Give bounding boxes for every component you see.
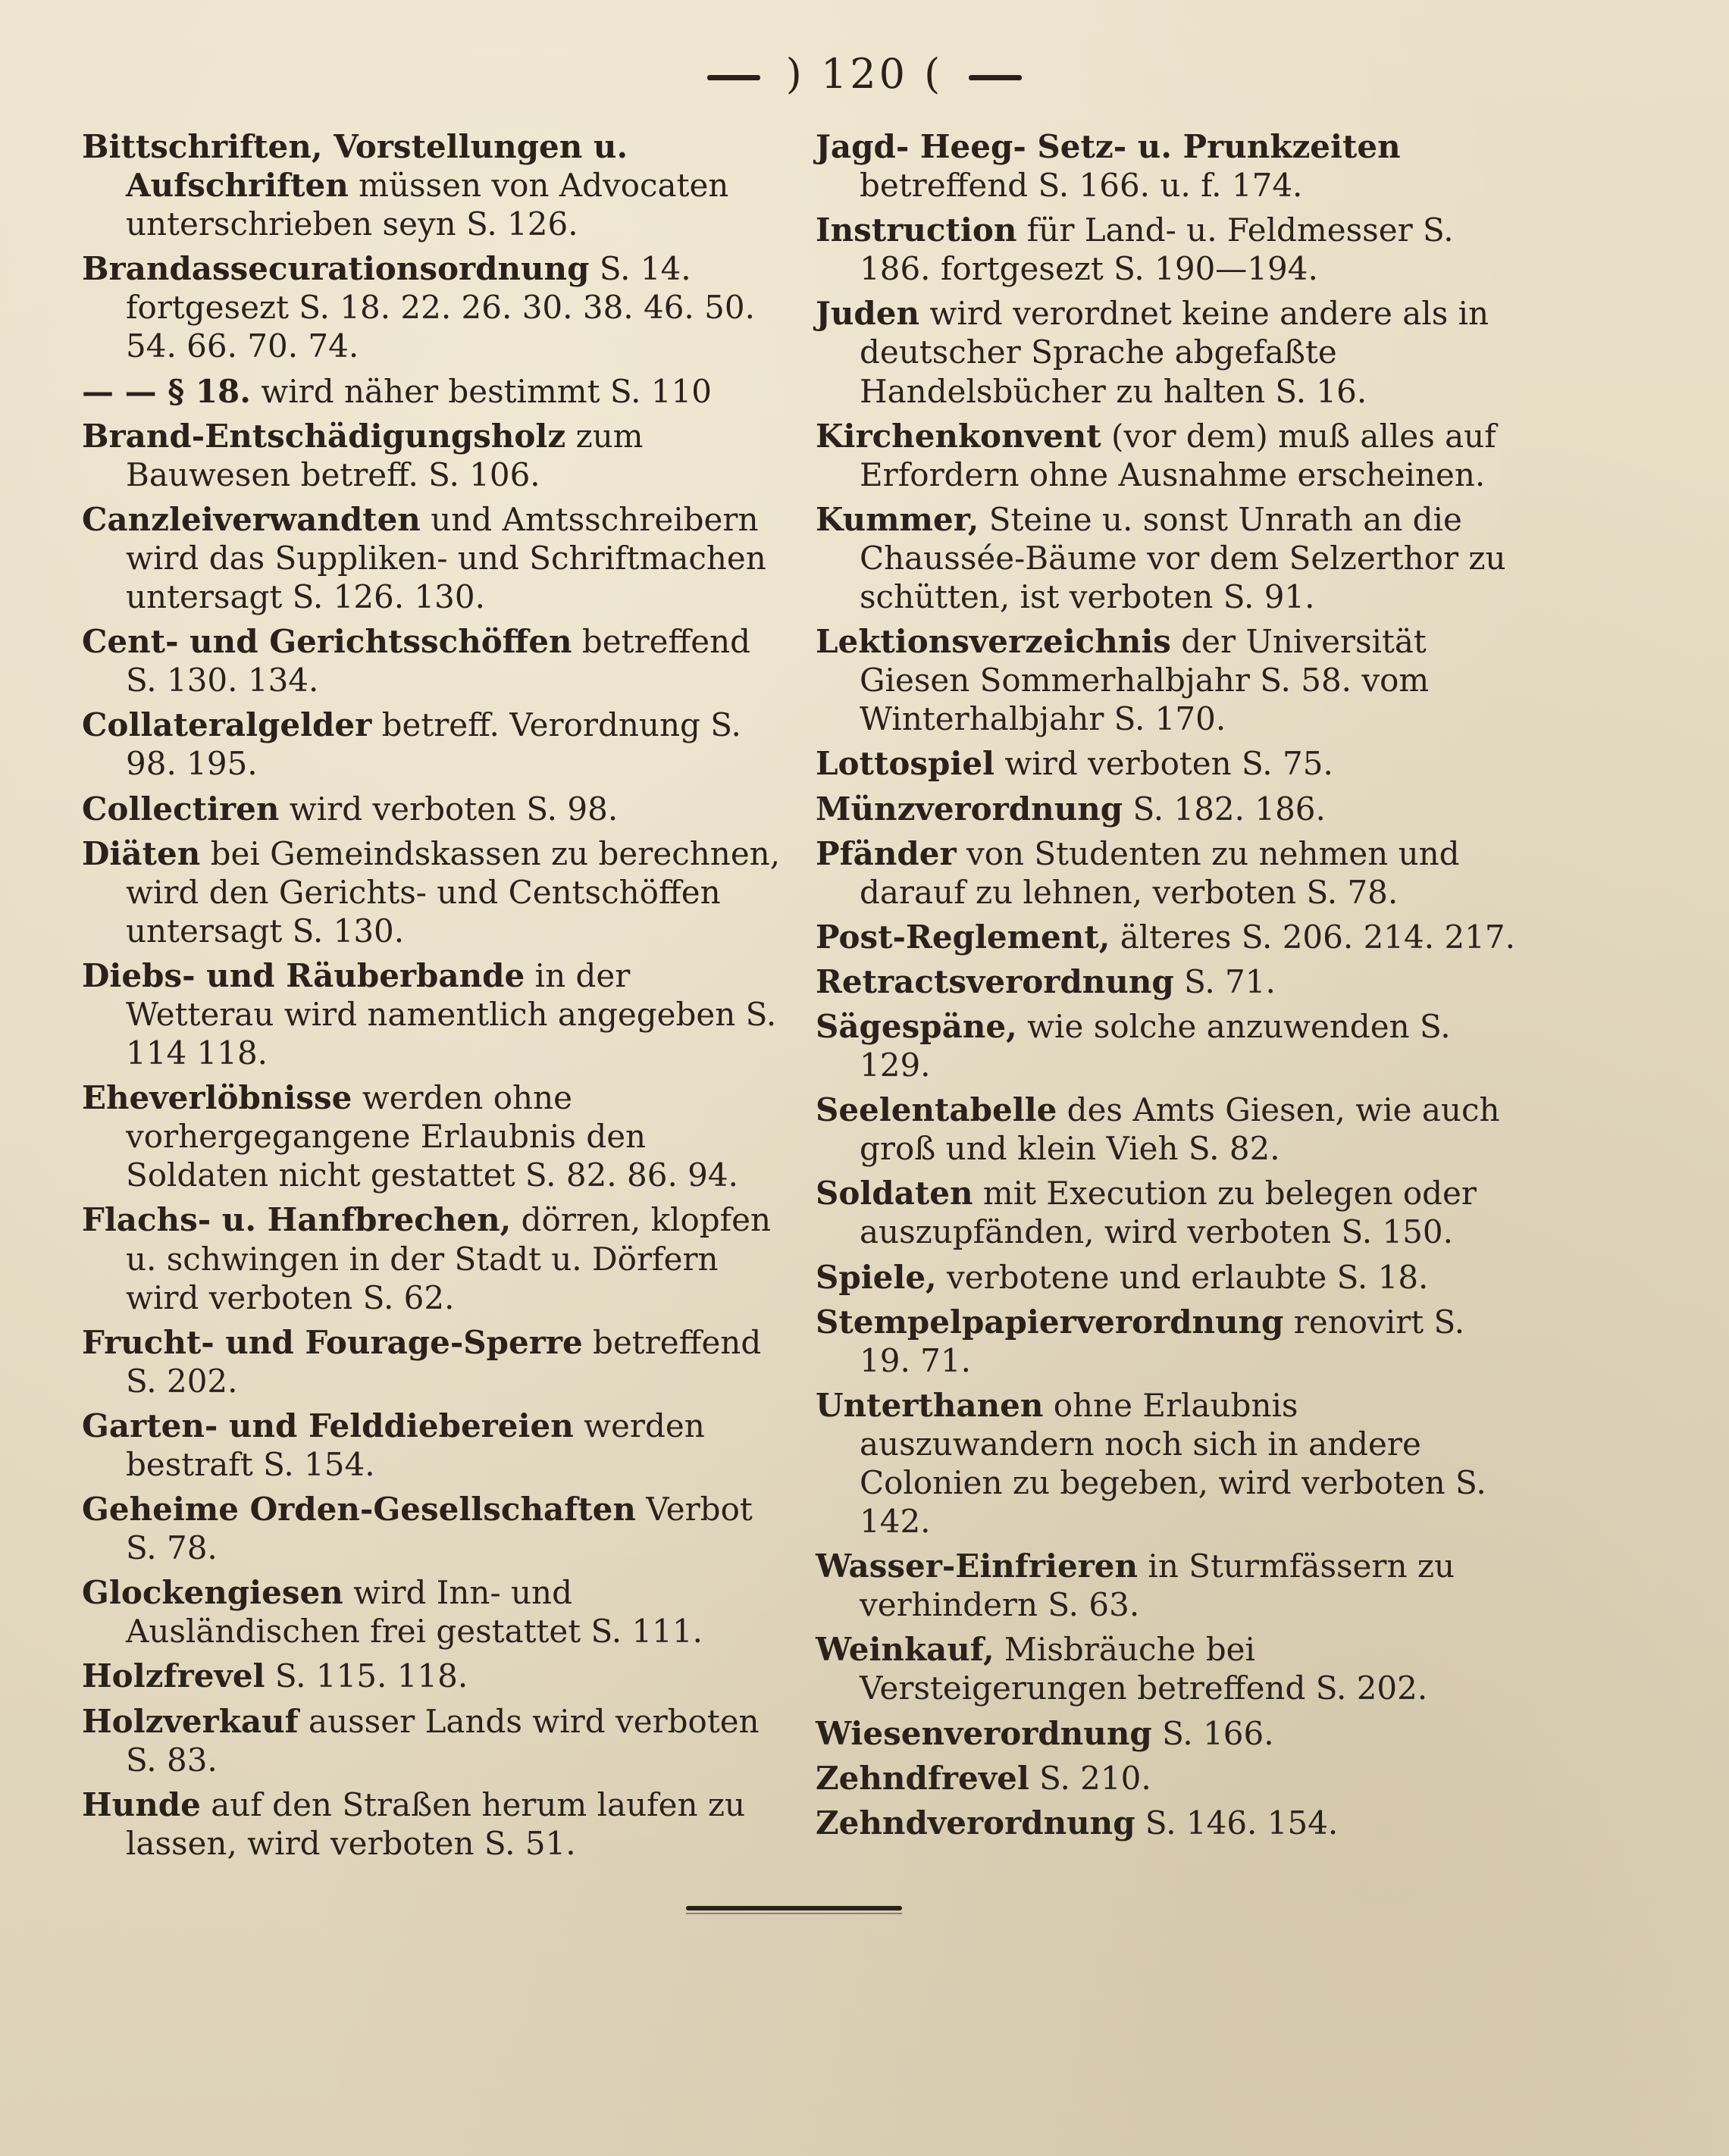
entry-lemma: Eheverlöbnisse (82, 1079, 352, 1117)
entry-text: älteres S. 206. 214. 217. (1110, 918, 1515, 956)
index-entry (82, 956, 787, 1072)
entry-lemma: Juden (816, 295, 920, 333)
index-entry (82, 790, 787, 828)
entry-text: dörren, klopfen u. schwingen in der Stadt u. Dörfern wird verboten S. 62. (126, 1201, 772, 1316)
index-entry (816, 834, 1521, 912)
right-column (816, 127, 1521, 1842)
index-entry (82, 1573, 787, 1651)
entry-text: betreffend S. 166. u. f. 174. (860, 167, 1303, 205)
entry-text: wird verboten S. 98. (279, 790, 619, 828)
entry-text: müssen von Advocaten unterschrieben seyn S. 126. (126, 167, 729, 243)
entry-lemma: Münzverordnung (816, 790, 1123, 828)
index-entry (816, 211, 1521, 288)
entry-lemma: Sägespäne, (816, 1007, 1017, 1045)
index-entry (816, 1303, 1521, 1380)
index-entry (82, 834, 787, 950)
entry-lemma: Cent- und Gerichtsschöffen (82, 623, 572, 661)
entry-lemma: — — § 18. (82, 372, 251, 410)
entry-text: und Amtsschreibern wird das Suppliken- und Schriftmachen untersagt S. 126. 130. (126, 500, 766, 616)
entry-lemma: Soldaten (816, 1175, 973, 1213)
index-entry (82, 1200, 787, 1316)
closing-rule (686, 1906, 902, 1910)
index-entry (816, 1258, 1521, 1297)
index-entry (816, 1804, 1521, 1842)
closing-rule-shadow (686, 1913, 902, 1914)
entry-lemma: Wiesenverordnung (816, 1714, 1152, 1752)
entry-text: S. 182. 186. (1123, 790, 1326, 828)
entry-text: betreffend S. 202. (126, 1323, 762, 1400)
entry-text: Verbot S. 78. (126, 1491, 753, 1567)
entry-lemma: Flachs- u. Hanfbrechen, (82, 1201, 512, 1239)
page-header (0, 50, 1729, 98)
entry-text: auf den Straßen herum laufen zu lassen, wird verboten S. 51. (126, 1785, 746, 1862)
entry-text: S. 166. (1151, 1714, 1274, 1752)
index-entry (816, 1386, 1521, 1541)
entry-text: wie solche anzuwenden S. 129. (860, 1007, 1451, 1084)
entry-lemma: Diebs- und Räuberbande (82, 956, 525, 994)
entry-text: S. 115. 118. (265, 1657, 468, 1695)
index-entry (82, 127, 787, 243)
index-entry (816, 1759, 1521, 1798)
entry-lemma: Lottospiel (816, 745, 995, 783)
entry-lemma: Brandassecurationsordnung (82, 250, 590, 288)
index-entry (816, 1174, 1521, 1251)
index-entry (82, 500, 787, 616)
entry-lemma: Lektionsverzeichnis (816, 623, 1171, 661)
index-entry (82, 1407, 787, 1484)
entry-text: in Sturmfässern zu verhindern S. 63. (860, 1547, 1455, 1624)
index-entry (816, 417, 1521, 494)
index-entry (82, 1323, 787, 1400)
index-entry (816, 918, 1521, 956)
index-entry (82, 1490, 787, 1567)
entry-lemma: Glockengiesen (82, 1574, 343, 1612)
entry-lemma: Pfänder (816, 834, 957, 872)
entry-lemma: Kirchenkonvent (816, 417, 1101, 455)
entry-lemma: Wasser-Einfrieren (816, 1547, 1139, 1585)
entry-lemma: Instruction (816, 211, 1017, 249)
entry-lemma: Collectiren (82, 790, 280, 828)
index-entry (82, 1785, 787, 1863)
entry-lemma: Spiele, (816, 1258, 937, 1296)
entry-lemma: Holzfrevel (82, 1657, 265, 1695)
index-entry (82, 706, 787, 783)
index-entry (816, 622, 1521, 738)
entry-text: wird näher bestimmt S. 110 (250, 372, 713, 410)
index-entry (816, 1547, 1521, 1624)
entry-lemma: Unterthanen (816, 1386, 1044, 1424)
entry-text: betreffend S. 130. 134. (126, 623, 751, 699)
header-left-dash (707, 75, 760, 80)
entry-lemma: Bittschriften, Vorstellungen u. Aufschriften (82, 128, 628, 205)
entry-lemma: Weinkauf, (816, 1631, 994, 1669)
entry-text: S. 210. (1029, 1759, 1151, 1797)
entry-lemma: Zehndverordnung (816, 1804, 1135, 1842)
index-entry (816, 1714, 1521, 1753)
entry-text: Misbräuche bei Versteigerungen betreffend S. 202. (860, 1631, 1428, 1707)
entry-text: verbotene und erlaubte S. 18. (936, 1258, 1429, 1296)
entry-lemma: Hunde (82, 1785, 201, 1823)
entry-lemma: Canzleiverwandten (82, 500, 421, 538)
header-right-dash (969, 75, 1022, 80)
index-entry (82, 249, 787, 365)
entry-text: wird verordnet keine andere als in deutscher Sprache abgefaßte Handelsbücher zu halten S. 16. (860, 295, 1489, 410)
left-column (82, 127, 787, 1863)
entry-text: bei Gemeindskassen zu berechnen, wird den Gerichts- und Centschöffen untersagt S. 130. (126, 834, 781, 950)
index-entry (816, 294, 1521, 410)
index-entry (816, 127, 1521, 205)
index-entry (816, 790, 1521, 828)
index-entry (82, 1078, 787, 1194)
entry-text: wird verboten S. 75. (994, 745, 1333, 783)
index-entry (816, 1630, 1521, 1707)
index-entry (82, 417, 787, 494)
index-entry (816, 962, 1521, 1001)
entry-lemma: Holzverkauf (82, 1702, 299, 1740)
entry-lemma: Diäten (82, 834, 201, 872)
index-entry (816, 744, 1521, 783)
entry-lemma: Kummer, (816, 500, 979, 538)
entry-text: betreff. Verordnung S. 98. 195. (126, 706, 741, 783)
entry-text: für Land- u. Feldmesser S. 186. fortgesezt S. 190—194. (860, 211, 1454, 288)
entry-lemma: Post-Reglement, (816, 918, 1110, 956)
entry-text: renovirt S. 19. 71. (860, 1303, 1465, 1379)
entry-text: des Amts Giesen, wie auch groß und klein Vieh S. 82. (860, 1091, 1500, 1168)
entry-text: S. 71. (1173, 962, 1276, 1000)
index-entry (82, 1657, 787, 1695)
entry-text: (vor dem) muß alles auf Erfordern ohne Ausnahme erscheinen. (860, 417, 1496, 493)
entry-lemma: Brand-Entschädigungsholz (82, 417, 566, 455)
entry-text: in der Wetterau wird namentlich angegeben S. 114 118. (126, 956, 777, 1072)
entry-text: S. 14. fortgesezt S. 18. 22. 26. 30. 38. 46. 50. 54. 66. 70. 74. (126, 250, 755, 365)
entry-text: mit Execution zu belegen oder auszupfänden, wird verboten S. 150. (860, 1175, 1477, 1251)
index-entry (82, 622, 787, 699)
entry-text: von Studenten zu nehmen und darauf zu lehnen, verboten S. 78. (860, 834, 1460, 911)
entry-text: ausser Lands wird verboten S. 83. (126, 1702, 760, 1779)
index-entry (816, 1091, 1521, 1168)
index-entry (82, 372, 787, 411)
entry-lemma: Seelentabelle (816, 1091, 1057, 1129)
entry-lemma: Frucht- und Fourage-Sperre (82, 1323, 583, 1361)
index-entry (816, 500, 1521, 616)
entry-text: zum Bauwesen betreff. S. 106. (126, 417, 644, 493)
entry-lemma: Jagd- Heeg- Setz- u. Prunkzeiten (816, 128, 1401, 165)
entry-text: ohne Erlaubnis auszuwandern noch sich in andere Colonien zu begeben, wird verboten S. 142. (860, 1386, 1486, 1541)
entry-text: S. 146. 154. (1135, 1804, 1339, 1842)
entry-lemma: Garten- und Felddiebereien (82, 1407, 574, 1444)
entry-lemma: Collateralgelder (82, 706, 372, 744)
index-entry (82, 1702, 787, 1779)
entry-lemma: Retractsverordnung (816, 962, 1174, 1000)
entry-lemma: Stempelpapierverordnung (816, 1303, 1284, 1341)
entry-text: werden bestraft S. 154. (126, 1407, 705, 1483)
entry-lemma: Geheime Orden-Gesellschaften (82, 1491, 636, 1529)
entry-text: der Universität Giesen Sommerhalbjahr S. 58. vom Winterhalbjahr S. 170. (860, 623, 1430, 738)
entry-text: werden ohne vorhergegangene Erlaubnis den Soldaten nicht gestattet S. 82. 86. 94. (126, 1079, 738, 1194)
entry-text: Steine u. sonst Unrath an die Chaussée-Bäume vor dem Selzerthor zu schütten, ist verboten S. 91. (860, 500, 1506, 616)
index-entry (816, 1007, 1521, 1084)
page-number: ) 120 ( (785, 50, 944, 98)
entry-lemma: Zehndfrevel (816, 1759, 1029, 1797)
entry-text: wird Inn- und Ausländischen frei gestattet S. 111. (126, 1574, 703, 1651)
